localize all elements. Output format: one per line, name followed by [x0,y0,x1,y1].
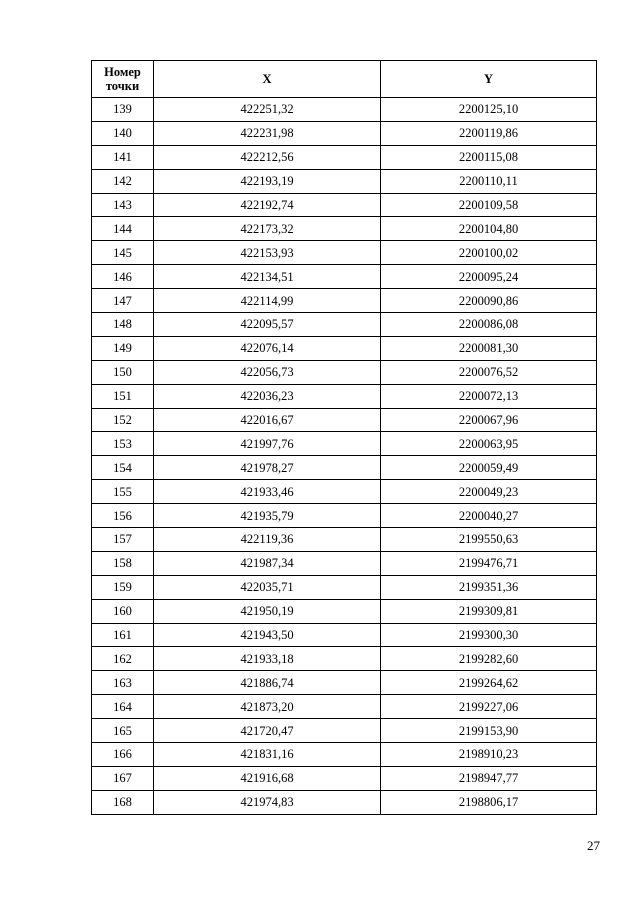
cell-x: 422095,57 [154,313,381,337]
cell-y: 2200109,58 [381,193,597,217]
cell-y: 2200086,08 [381,313,597,337]
cell-x: 422016,67 [154,408,381,432]
table-row [92,408,597,432]
cell-point-number: 150 [92,360,154,384]
cell-y: 2200104,80 [381,217,597,241]
cell-y: 2200072,13 [381,384,597,408]
cell-point-number: 164 [92,695,154,719]
cell-point-number: 147 [92,289,154,313]
cell-x: 422114,99 [154,289,381,313]
cell-y: 2200040,27 [381,504,597,528]
cell-y: 2200081,30 [381,336,597,360]
cell-y: 2200067,96 [381,408,597,432]
cell-y: 2199264,62 [381,671,597,695]
cell-x: 422056,73 [154,360,381,384]
table-row [92,671,597,695]
cell-x: 421916,68 [154,766,381,790]
table-row [92,695,597,719]
table-row [92,766,597,790]
table-row [92,193,597,217]
table-row [92,480,597,504]
cell-x: 422193,19 [154,169,381,193]
table-row [92,432,597,456]
cell-y: 2200115,08 [381,145,597,169]
cell-point-number: 155 [92,480,154,504]
cell-y: 2200049,23 [381,480,597,504]
header-point-number [92,61,154,98]
page-number: 27 [587,838,600,853]
cell-y: 2200119,86 [381,121,597,145]
cell-x: 422212,56 [154,145,381,169]
cell-x: 422076,14 [154,336,381,360]
cell-y: 2199300,30 [381,623,597,647]
cell-y: 2198806,17 [381,790,597,814]
cell-x: 421933,46 [154,480,381,504]
table-row [92,647,597,671]
cell-y: 2200100,02 [381,241,597,265]
cell-point-number: 153 [92,432,154,456]
cell-x: 422192,74 [154,193,381,217]
cell-point-number: 163 [92,671,154,695]
cell-y: 2199227,06 [381,695,597,719]
cell-x: 421997,76 [154,432,381,456]
cell-y: 2199282,60 [381,647,597,671]
cell-x: 422153,93 [154,241,381,265]
cell-point-number: 140 [92,121,154,145]
cell-point-number: 145 [92,241,154,265]
cell-x: 422036,23 [154,384,381,408]
cell-x: 421720,47 [154,719,381,743]
cell-point-number: 162 [92,647,154,671]
cell-y: 2199309,81 [381,599,597,623]
cell-y: 2200059,49 [381,456,597,480]
cell-x: 421978,27 [154,456,381,480]
cell-x: 422231,98 [154,121,381,145]
cell-y: 2200125,10 [381,98,597,122]
table-row [92,121,597,145]
cell-y: 2200076,52 [381,360,597,384]
cell-x: 421950,19 [154,599,381,623]
cell-point-number: 156 [92,504,154,528]
cell-point-number: 143 [92,193,154,217]
table-row [92,551,597,575]
cell-point-number: 157 [92,528,154,552]
cell-point-number: 148 [92,313,154,337]
table-row [92,575,597,599]
cell-y: 2199550,63 [381,528,597,552]
table-row [92,265,597,289]
table-row [92,360,597,384]
table-row [92,719,597,743]
table-row [92,456,597,480]
table-row [92,743,597,767]
cell-y: 2198947,77 [381,766,597,790]
table-row [92,504,597,528]
cell-x: 421943,50 [154,623,381,647]
header-point-number-line2: точки [105,79,140,93]
cell-point-number: 166 [92,743,154,767]
cell-x: 421873,20 [154,695,381,719]
cell-x: 421886,74 [154,671,381,695]
cell-y: 2198910,23 [381,743,597,767]
table-row [92,217,597,241]
cell-y: 2200090,86 [381,289,597,313]
table-row [92,169,597,193]
cell-point-number: 141 [92,145,154,169]
cell-point-number: 165 [92,719,154,743]
cell-point-number: 159 [92,575,154,599]
table-row [92,98,597,122]
cell-y: 2200110,11 [381,169,597,193]
cell-x: 422173,32 [154,217,381,241]
header-point-number-line1: Номер [104,65,141,79]
header-y: Y [381,61,597,98]
cell-point-number: 160 [92,599,154,623]
table-row [92,790,597,814]
table-row [92,289,597,313]
cell-point-number: 158 [92,551,154,575]
cell-x: 421831,16 [154,743,381,767]
cell-point-number: 152 [92,408,154,432]
coordinates-table [91,60,597,815]
header-row [92,61,597,98]
table-row [92,145,597,169]
table-row [92,623,597,647]
cell-point-number: 154 [92,456,154,480]
cell-point-number: 168 [92,790,154,814]
table-row [92,313,597,337]
cell-y: 2200063,95 [381,432,597,456]
table-body [92,98,597,815]
cell-x: 421974,83 [154,790,381,814]
cell-y: 2199351,36 [381,575,597,599]
table-row [92,528,597,552]
table-row [92,336,597,360]
cell-x: 421987,34 [154,551,381,575]
cell-y: 2199476,71 [381,551,597,575]
cell-point-number: 151 [92,384,154,408]
table-row [92,384,597,408]
cell-point-number: 146 [92,265,154,289]
header-x: X [154,61,381,98]
table-row [92,599,597,623]
cell-x: 422119,36 [154,528,381,552]
cell-x: 422251,32 [154,98,381,122]
cell-point-number: 139 [92,98,154,122]
cell-point-number: 167 [92,766,154,790]
cell-point-number: 142 [92,169,154,193]
cell-y: 2199153,90 [381,719,597,743]
cell-point-number: 149 [92,336,154,360]
cell-point-number: 144 [92,217,154,241]
table-row [92,241,597,265]
cell-x: 422134,51 [154,265,381,289]
cell-x: 421933,18 [154,647,381,671]
cell-x: 422035,71 [154,575,381,599]
cell-y: 2200095,24 [381,265,597,289]
cell-x: 421935,79 [154,504,381,528]
cell-point-number: 161 [92,623,154,647]
table-header [92,61,597,98]
